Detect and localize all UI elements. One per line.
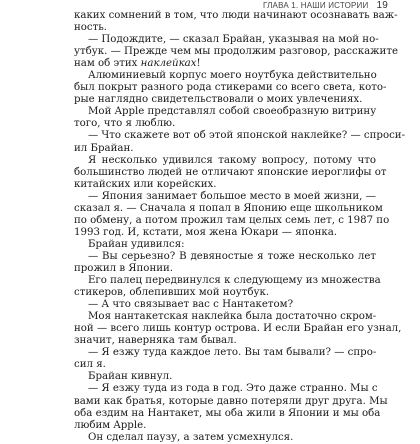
text-line — [74, 227, 376, 239]
text-line — [74, 143, 376, 155]
text-line-content: сил я. — [74, 359, 106, 371]
text-line-content: — А что связывает вас с Нантакетом? — [88, 299, 294, 311]
text-line-content: ность. — [74, 22, 108, 34]
text-line — [74, 58, 376, 70]
text-line — [74, 214, 390, 227]
text-line — [74, 82, 387, 94]
text-line-content: нам об этих — [74, 58, 141, 70]
text-line — [74, 166, 387, 179]
text-line — [74, 202, 383, 215]
text-line — [74, 179, 376, 191]
text-line — [74, 383, 376, 395]
text-line-content: вами как братья, которые давно потеряли друг друга. Мы — [74, 395, 388, 407]
text-line-content: Брайан удивился: — [88, 238, 185, 250]
text-line — [74, 94, 376, 106]
text-line — [74, 287, 376, 299]
text-line-content: по обмену, а потом прожил там целых семь лет, с 1987 по — [74, 214, 390, 226]
text-line — [74, 347, 376, 359]
text-line-content: большинство людей не отличают японские иероглифы от — [74, 166, 387, 178]
text-line-content: — Подождите, — сказал Брайан, указывая на мой но- — [88, 34, 379, 46]
text-line-content: стикеров, облепивших мой ноутбук. — [74, 287, 270, 299]
text-line-content: утбук. — Прежде чем мы продолжим разговор, расскажите — [74, 46, 398, 58]
text-line — [74, 251, 376, 263]
text-line-content: ил Брайан. — [74, 142, 134, 154]
text-line — [74, 432, 376, 444]
running-header — [240, 0, 388, 10]
text-line-content: оба ездим на Нантакет, мы оба жили в Японии и мы оба — [74, 407, 381, 419]
text-line — [74, 395, 388, 408]
text-line-content: любим Apple. — [74, 419, 147, 431]
text-line — [74, 275, 381, 287]
text-line-content: Брайан кивнул. — [88, 371, 173, 383]
text-line — [74, 46, 398, 58]
text-line — [74, 106, 376, 118]
text-line — [74, 34, 379, 46]
text-line-content: Алюминиевый корпус моего ноутбука действительно — [88, 70, 377, 82]
text-line — [74, 130, 406, 142]
text-line — [74, 10, 398, 22]
text-line-content: Моя нантакетская наклейка была достаточно скром- — [88, 311, 377, 323]
text-line-content: Я несколько удивился такому вопросу, потому что — [88, 154, 376, 166]
text-line-content: — Япония занимает большое место в моей жизни, — — [88, 190, 376, 202]
text-line-content: — Я езжу туда из года в год. Это даже странно. Мы с — [88, 383, 378, 395]
text-line-content: прожил в Японии. — [74, 262, 174, 274]
text-line-content: Его палец передвинулся к следующему из множества — [88, 275, 381, 287]
text-line-content: 1993 год. И, кстати, моя жена Юкари — японка. — [74, 226, 338, 238]
text-line-content: каких сомнений в том, что люди начинают осознавать важ- — [74, 10, 398, 21]
chapter-title: ГЛАВА 1. НАШИ ИСТОРИИ — [263, 0, 369, 10]
text-line-content: — Что скажете вот об этой японской наклейке? — спроси- — [88, 130, 406, 142]
text-line — [74, 407, 381, 420]
text-line-content: китайских или корейских. — [74, 178, 217, 190]
text-line-content: был покрыт разного рода стикерами со всего света, кото- — [74, 82, 387, 94]
text-line-content: рые наглядно свидетельствовали о моих увлечениях. — [74, 94, 363, 106]
text-line — [74, 299, 376, 311]
text-line — [74, 420, 376, 432]
text-line — [74, 191, 376, 203]
text-line — [74, 118, 376, 130]
text-line — [74, 263, 376, 275]
text-line — [74, 239, 376, 251]
text-line-content: ной — всего лишь контур острова. И если Брайан его узнал, — [74, 323, 402, 335]
text-line — [74, 323, 402, 335]
text-line — [74, 359, 376, 371]
emphasized-word: наклейках — [140, 58, 197, 70]
text-line-content: значит, наверняка там бывал. — [74, 335, 237, 347]
text-line — [74, 70, 376, 82]
text-line — [74, 155, 376, 167]
body-text — [74, 10, 406, 444]
text-line-content: — Я езжу туда каждое лето. Вы там бывали? — спро- — [88, 347, 377, 359]
text-line-content: Он сделал паузу, а затем усмехнулся. — [88, 431, 294, 443]
text-line — [74, 22, 376, 34]
text-line-content: сказал я. — Сначала я попал в Японию еще школьником — [74, 202, 383, 214]
text-line — [74, 311, 376, 323]
text-line-content: того, что я люблю. — [74, 118, 176, 130]
text-line-tail: ! — [196, 58, 201, 70]
text-line-content: Мой Apple представлял собой своеобразную витрину — [88, 106, 377, 118]
text-line — [74, 371, 376, 383]
text-line-content: — Вы серьезно? В девяностые я тоже несколько лет — [88, 250, 376, 262]
page-number: 19 — [376, 0, 388, 11]
text-line — [74, 335, 376, 347]
